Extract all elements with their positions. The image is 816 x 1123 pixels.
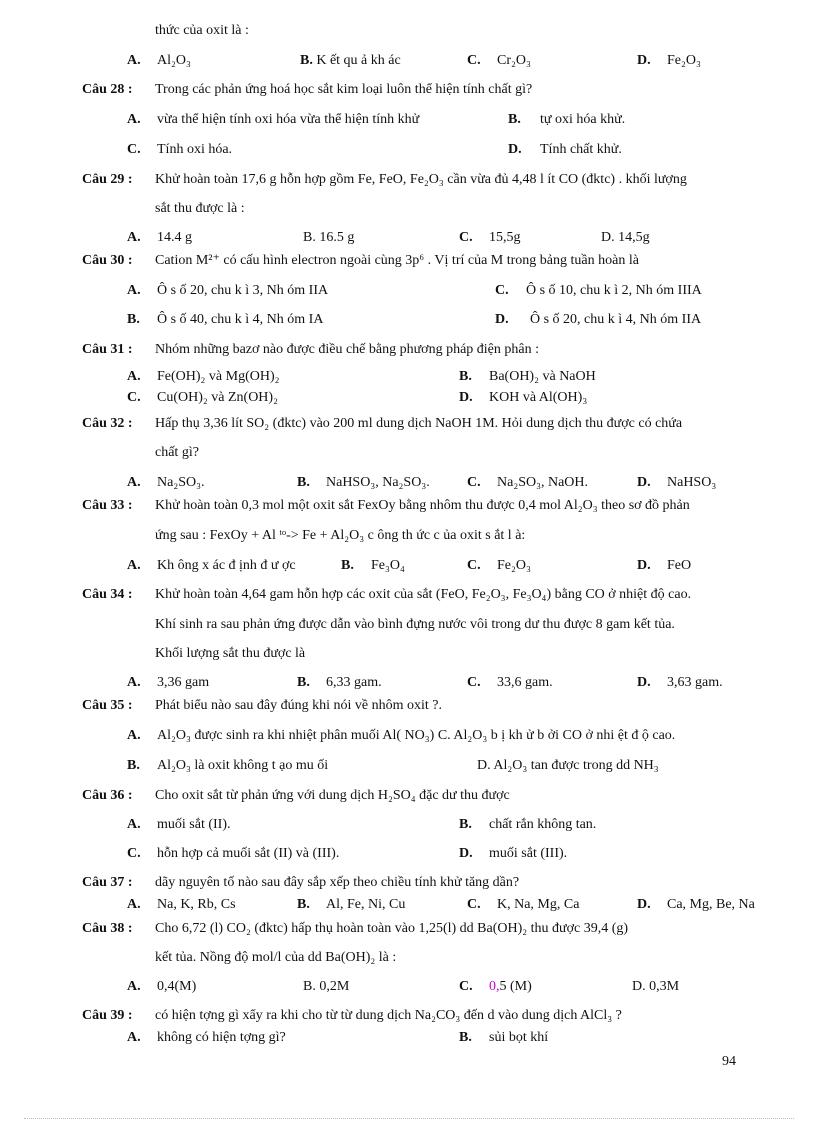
q36-option-a: muối sắt (II).: [157, 817, 231, 832]
q30-b-letter: B.: [127, 312, 140, 327]
q33-text-1: Khử hoàn toàn 0,3 mol một oxit sắt FexOy bằng nhôm thu được 0,4 mol Al₂O₃ theo sơ đồ phản: [155, 498, 690, 513]
q30-d-letter: D.: [495, 312, 509, 327]
q32-text-2: chất gì?: [155, 445, 199, 460]
q33-b-letter: B.: [341, 558, 354, 573]
q30-option-b: Ô s ố 40, chu k ì 4, Nh óm IA: [157, 312, 324, 327]
q28-text: Trong các phản ứng hoá học sắt kim loại luôn thể hiện tính chất gì?: [155, 82, 533, 97]
q28-b-letter: B.: [508, 112, 521, 127]
q39-option-b: sủi bọt khí: [489, 1030, 549, 1045]
q28-option-a: vừa thể hiện tính oxi hóa vừa thể hiện tính khử: [157, 112, 420, 127]
q32-option-c: Na₂SO₃, NaOH.: [497, 475, 589, 490]
q39-b-letter: B.: [459, 1030, 472, 1045]
q27-c-letter: C.: [467, 53, 481, 68]
q28-c-letter: C.: [127, 142, 141, 157]
q31-c-letter: C.: [127, 390, 141, 405]
q34-a-letter: A.: [127, 675, 141, 690]
q36-b-letter: B.: [459, 817, 472, 832]
q38-c-letter: C.: [459, 979, 473, 994]
q27-option-b: B. K ết qu ả kh ác: [300, 53, 401, 68]
q35-label: Câu 35 :: [82, 698, 133, 713]
q32-b-letter: B.: [297, 475, 310, 490]
q34-option-b: 6,33 gam.: [326, 675, 382, 690]
q31-a-letter: A.: [127, 369, 141, 384]
q35-text: Phát biểu nào sau đây đúng khi nói về nhôm oxit ?.: [155, 698, 442, 713]
q27-text: thức của oxit là :: [155, 23, 249, 38]
q35-b-letter: B.: [127, 758, 140, 773]
q33-option-c: Fe₂O₃: [497, 558, 531, 573]
q29-text-2: sắt thu được là :: [155, 201, 245, 216]
q38-option-d: D. 0,3M: [632, 979, 680, 994]
q37-text: dãy nguyên tố nào sau đây sắp xếp theo chiều tính khử tăng dần?: [155, 875, 520, 890]
q28-label: Câu 28 :: [82, 82, 133, 97]
q32-a-letter: A.: [127, 475, 141, 490]
q30-text: Cation M²⁺ có cấu hình electron ngoài cùng 3p⁶ . Vị trí của M trong bảng tuần hoàn là: [155, 253, 639, 268]
q34-option-c: 33,6 gam.: [497, 675, 553, 690]
q38-text-2: kết tủa. Nồng độ mol/l của dd Ba(OH)₂ là :: [155, 950, 397, 965]
q37-a-letter: A.: [127, 897, 141, 912]
q38-option-a: 0,4(M): [157, 979, 197, 994]
q39-label: Câu 39 :: [82, 1008, 133, 1023]
q39-text: có hiện tợng gì xẩy ra khi cho từ từ dung dịch Na₂CO₃ đến d vào dung dịch AlCl₃ ?: [155, 1008, 622, 1023]
q37-d-letter: D.: [637, 897, 651, 912]
q35-option-a-c: Al₂O₃ được sinh ra khi nhiệt phân muối Al( NO₃) C. Al₂O₃ b ị kh ử b ởi CO ở nhi ệt đ ộ cao.: [157, 728, 676, 743]
q32-label: Câu 32 :: [82, 416, 133, 431]
q34-label: Câu 34 :: [82, 587, 133, 602]
q35-option-d: D. Al₂O₃ tan được trong dd NH₃: [477, 758, 659, 773]
q34-option-a: 3,36 gam: [157, 675, 210, 690]
q38-text-1: Cho 6,72 (l) CO₂ (đktc) hấp thụ hoàn toàn vào 1,25(l) dd Ba(OH)₂ thu được 39,4 (g): [155, 921, 629, 936]
q34-text-2: Khí sinh ra sau phản ứng được dẫn vào bình đựng nước vôi trong dư thu được 8 gam kết tủa.: [155, 617, 675, 632]
q30-a-letter: A.: [127, 283, 141, 298]
q31-b-letter: B.: [459, 369, 472, 384]
q30-c-letter: C.: [495, 283, 509, 298]
q33-d-letter: D.: [637, 558, 651, 573]
q29-text-1: Khử hoàn toàn 17,6 g hỗn hợp gồm Fe, FeO, Fe₂O₃ cần vừa đủ 4,48 l ít CO (đktc) . khối lượng: [155, 172, 687, 187]
q29-label: Câu 29 :: [82, 172, 133, 187]
q28-option-d: Tính chất khử.: [540, 142, 622, 157]
q36-option-c: hỗn hợp cả muối sắt (II) và (III).: [157, 846, 340, 861]
q31-option-a: Fe(OH)₂ và Mg(OH)₂: [157, 369, 280, 384]
q37-option-c: K, Na, Mg, Ca: [497, 897, 580, 912]
q32-option-a: Na₂SO₃.: [157, 475, 205, 490]
q32-option-b: NaHSO₃, Na₂SO₃.: [326, 475, 430, 490]
q27-option-a: Al₂O₃: [157, 53, 191, 68]
q27-a-letter: A.: [127, 53, 141, 68]
q33-a-letter: A.: [127, 558, 141, 573]
q38-option-c-highlight: 0,: [489, 979, 500, 994]
q33-label: Câu 33 :: [82, 498, 133, 513]
q35-a-letter: A.: [127, 728, 141, 743]
q39-a-letter: A.: [127, 1030, 141, 1045]
q27-d-letter: D.: [637, 53, 651, 68]
q31-option-b: Ba(OH)₂ và NaOH: [489, 369, 596, 384]
q29-option-d: D. 14,5g: [601, 230, 650, 245]
q38-option-b: B. 0,2M: [303, 979, 350, 994]
q36-text: Cho oxit sắt từ phản ứng với dung dịch H₂SO₄ đặc dư thu được: [155, 788, 510, 803]
q28-option-c: Tính oxi hóa.: [157, 142, 233, 157]
q31-text: Nhóm những bazơ nào được điều chế bằng phương pháp điện phân :: [155, 342, 539, 357]
q37-b-letter: B.: [297, 897, 310, 912]
q38-option-c: 0,5 (M): [489, 979, 532, 994]
q36-option-b: chất rắn không tan.: [489, 817, 597, 832]
q31-option-d: KOH và Al(OH)₃: [489, 390, 588, 405]
q38-label: Câu 38 :: [82, 921, 133, 936]
q38-a-letter: A.: [127, 979, 141, 994]
page-number: 94: [722, 1054, 736, 1069]
q35-option-b: Al₂O₃ là oxit không t ạo mu ối: [157, 758, 329, 773]
q34-text-3: Khối lượng sắt thu được là: [155, 646, 306, 661]
q30-option-c: Ô s ố 10, chu k ì 2, Nh óm IIIA: [526, 283, 702, 298]
q33-option-a: Kh ông x ác đ ịnh đ ư ợc: [157, 558, 296, 573]
q37-label: Câu 37 :: [82, 875, 133, 890]
q31-label: Câu 31 :: [82, 342, 133, 357]
q34-d-letter: D.: [637, 675, 651, 690]
q36-label: Câu 36 :: [82, 788, 133, 803]
q30-label: Câu 30 :: [82, 253, 133, 268]
q37-c-letter: C.: [467, 897, 481, 912]
q33-option-d: FeO: [667, 558, 692, 573]
q39-option-a: không có hiện tợng gì?: [157, 1030, 286, 1045]
q34-c-letter: C.: [467, 675, 481, 690]
q28-option-b: tự oxi hóa khử.: [540, 112, 626, 127]
q34-b-letter: B.: [297, 675, 310, 690]
q27-option-c: Cr₂O₃: [497, 53, 531, 68]
q30-option-d: Ô s ố 20, chu k ì 4, Nh óm IIA: [530, 312, 702, 327]
q29-c-letter: C.: [459, 230, 473, 245]
bottom-dotted-rule: [24, 1118, 794, 1119]
q37-option-a: Na, K, Rb, Cs: [157, 897, 236, 912]
q32-c-letter: C.: [467, 475, 481, 490]
q30-option-a: Ô s ố 20, chu k ì 3, Nh óm IIA: [157, 283, 329, 298]
q32-d-letter: D.: [637, 475, 651, 490]
q37-option-b: Al, Fe, Ni, Cu: [326, 897, 406, 912]
q36-option-d: muối sắt (III).: [489, 846, 568, 861]
q27-option-d: Fe₂O₃: [667, 53, 701, 68]
q33-text-2: ứng sau : FexOy + Al ᵗᵒ-> Fe + Al₂O₃ c ông th ức c ủa oxit s ắt l à:: [155, 528, 526, 543]
q28-a-letter: A.: [127, 112, 141, 127]
q33-option-b: Fe₃O₄: [371, 558, 405, 573]
q36-a-letter: A.: [127, 817, 141, 832]
q31-d-letter: D.: [459, 390, 473, 405]
q36-d-letter: D.: [459, 846, 473, 861]
q32-text-1: Hấp thụ 3,36 lít SO₂ (đktc) vào 200 ml dung dịch NaOH 1M. Hỏi dung dịch thu được có chứa: [155, 416, 683, 431]
q31-option-c: Cu(OH)₂ và Zn(OH)₂: [157, 390, 278, 405]
q29-option-a: 14.4 g: [157, 230, 192, 245]
q29-option-b: B. 16.5 g: [303, 230, 355, 245]
q36-c-letter: C.: [127, 846, 141, 861]
q28-d-letter: D.: [508, 142, 522, 157]
q32-option-d: NaHSO₃: [667, 475, 717, 490]
q34-option-d: 3,63 gam.: [667, 675, 723, 690]
q29-a-letter: A.: [127, 230, 141, 245]
q37-option-d: Ca, Mg, Be, Na: [667, 897, 755, 912]
q33-c-letter: C.: [467, 558, 481, 573]
q34-text-1: Khử hoàn toàn 4,64 gam hỗn hợp các oxit của sắt (FeO, Fe₂O₃, Fe₃O₄) bằng CO ở nhiệt độ cao.: [155, 587, 692, 602]
q29-option-c: 15,5g: [489, 230, 521, 245]
